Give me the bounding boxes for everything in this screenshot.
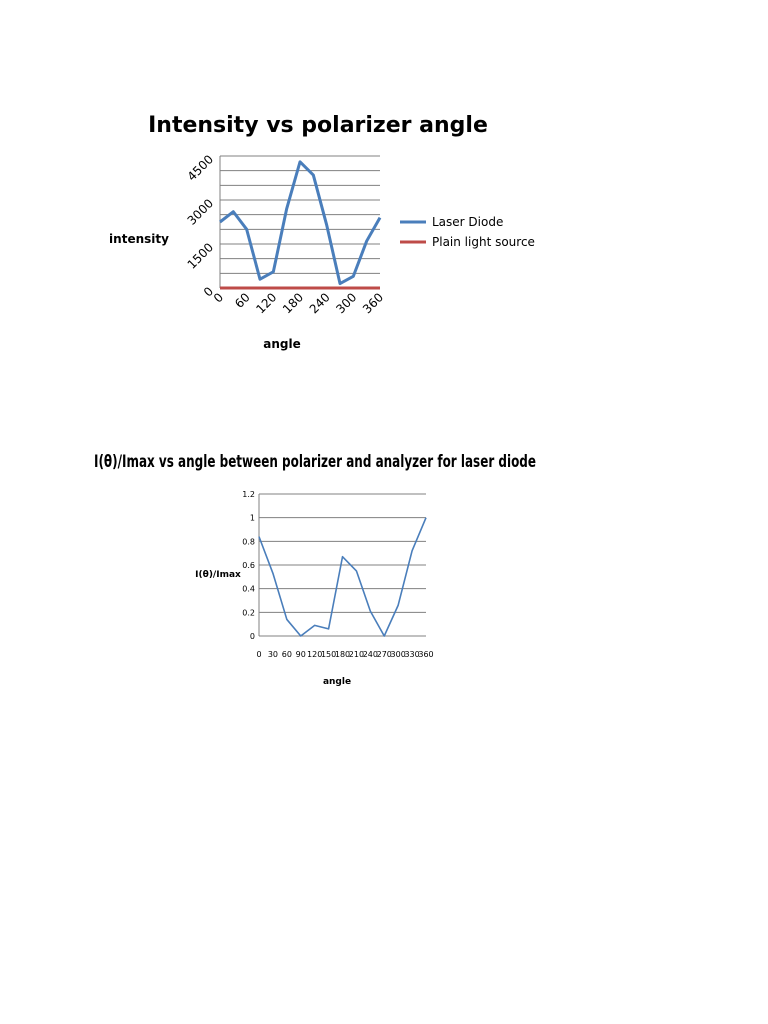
chart1-y-axis-label: intensity <box>109 232 169 246</box>
chart2-x-axis-label: angle <box>322 677 352 687</box>
chart1-series <box>220 162 380 288</box>
chart1-x-tick-label: 240 <box>306 290 333 317</box>
chart2-y-tick-label: 0.8 <box>242 537 255 547</box>
chart2-x-tick-label: 60 <box>281 650 292 659</box>
chart2-y-tick-label: 0.2 <box>242 608 255 618</box>
chart2-x-tick-label: 300 <box>390 650 406 659</box>
series-line-normalized-intensity <box>259 518 426 636</box>
chart1-x-tick-label: 120 <box>253 290 280 317</box>
chart2-x-tick-label: 90 <box>295 650 306 659</box>
chart1-y-tick-label: 1500 <box>184 240 217 272</box>
chart1-y-tick-label: 3000 <box>184 196 217 228</box>
chart2-x-tick-label: 150 <box>320 650 337 659</box>
chart2-x-tick-label: 0 <box>256 650 262 659</box>
chart2-x-tick-label: 270 <box>376 650 392 659</box>
chart2-y-ticks <box>242 490 255 641</box>
chart1-x-tick-label: 360 <box>360 290 387 317</box>
legend-label-plain-light-source: Plain light source <box>432 235 535 249</box>
chart1-title: Intensity vs polarizer angle <box>148 113 488 138</box>
chart1-x-ticks <box>211 290 386 316</box>
chart2-y-tick-label: 1 <box>249 513 255 523</box>
chart1-x-axis-label: angle <box>263 337 301 351</box>
chart-normalized-intensity <box>94 452 536 687</box>
chart2-x-tick-label: 30 <box>267 650 279 659</box>
chart1-x-tick-label: 0 <box>210 290 227 306</box>
chart1-y-ticks <box>185 152 216 299</box>
chart2-y-tick-label: 0 <box>249 632 255 641</box>
chart2-title: I(θ)/Imax vs angle between polarizer and analyzer for laser diode <box>94 452 536 472</box>
chart2-y-tick-label: 1.2 <box>242 490 255 499</box>
chart2-x-tick-label: 360 <box>418 650 434 659</box>
chart1-legend <box>400 215 535 249</box>
chart2-x-tick-label: 120 <box>307 650 323 659</box>
chart-intensity <box>109 113 535 351</box>
chart1-x-tick-label: 300 <box>333 290 360 317</box>
chart2-y-tick-label: 0.6 <box>242 561 255 570</box>
series-line-laser-diode <box>220 162 380 284</box>
chart2-y-tick-label: 0.4 <box>242 584 255 594</box>
chart1-y-tick-label: 4500 <box>184 152 217 184</box>
chart1-x-tick-label: 60 <box>232 290 253 311</box>
chart2-x-tick-label: 330 <box>404 650 420 659</box>
chart2-gridlines <box>259 494 426 636</box>
chart1-x-tick-label: 180 <box>280 290 307 317</box>
legend-label-laser-diode: Laser Diode <box>432 215 504 229</box>
chart2-x-ticks <box>256 650 433 659</box>
chart2-y-axis-label: I(θ)/Imax <box>195 570 241 580</box>
chart2-x-tick-label: 240 <box>362 650 378 659</box>
chart2-x-tick-label: 210 <box>348 650 365 659</box>
chart2-series <box>259 518 426 636</box>
chart2-x-tick-label: 180 <box>334 650 351 659</box>
chart1-y-tick-label: 0 <box>200 284 217 300</box>
